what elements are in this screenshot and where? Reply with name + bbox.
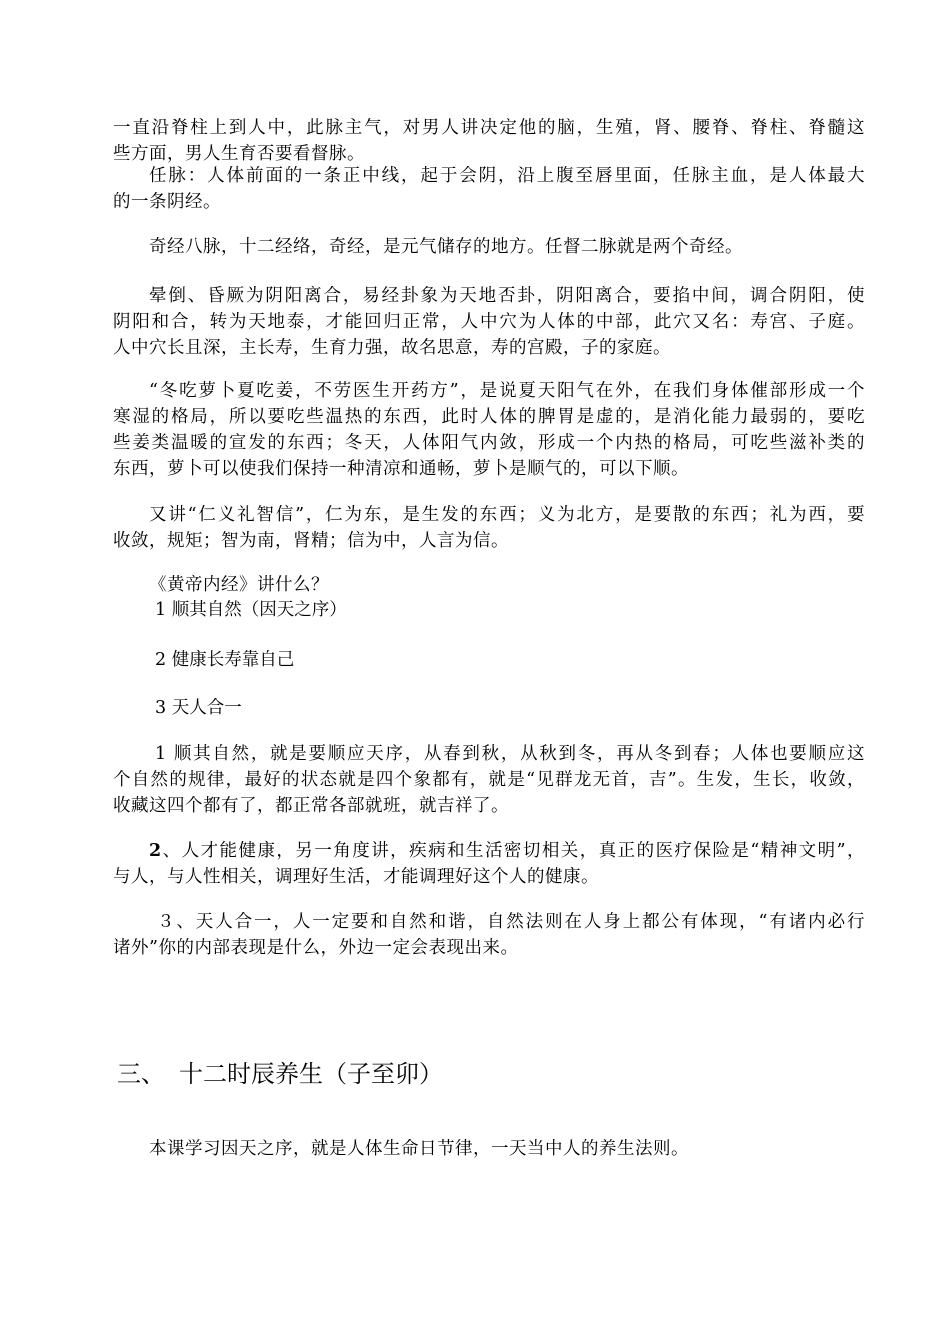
text-line: 收敛，规矩；智为南，肾精；信为中，人言为信。 bbox=[113, 531, 509, 551]
text-line: 个自然的规律，最好的状态就是四个象都有，就是“见群龙无首，吉”。生发，生长，收敛， bbox=[113, 770, 865, 790]
text-line: ３、天人合一，人一定要和自然和谐，自然法则在人身上都公有体现，“有诸内必行 bbox=[157, 912, 865, 932]
paragraph-huangdi-question bbox=[113, 572, 865, 598]
text-line: 些姜类温暖的宣发的东西；冬天，人体阳气内敛，形成一个内热的格局，可吃些滋补类的 bbox=[113, 433, 865, 453]
text-line: 本课学习因天之序，就是人体生命日节律，一天当中人的养生法则。 bbox=[149, 1139, 689, 1159]
text-line: 一直沿脊柱上到人中，此脉主气，对男人讲决定他的脑，生殖，肾、腰脊、脊柱、脊髓这 bbox=[113, 118, 865, 138]
text-line bbox=[113, 838, 865, 864]
text-line: “冬吃萝卜夏吃姜，不劳医生开药方”，是说夏天阳气在外，在我们身体催部形成一个 bbox=[149, 381, 865, 401]
text-line: 东西，萝卜可以使我们保持一种清凉和通畅，萝卜是顺气的，可以下顺。 bbox=[113, 459, 689, 479]
paragraph-five-virtues bbox=[113, 502, 865, 554]
text-line: 1 顺其自然，就是要顺应天序，从春到秋，从秋到冬，再从冬到春；人体也要顺应这 bbox=[155, 744, 865, 764]
text-line: 收藏这四个都有了，都正常各部就班，就吉祥了。 bbox=[113, 796, 509, 816]
paragraph-harmony bbox=[113, 909, 865, 961]
paragraph-follow-nature bbox=[113, 741, 865, 819]
paragraph-health bbox=[113, 838, 865, 890]
text-line: 与人，与人性相关，调理好生活，才能调理好这个人的健康。 bbox=[113, 867, 599, 887]
text-line: 些方面，男人生育否要看督脉。 bbox=[113, 144, 365, 164]
section-title: 十二时辰养生（子至卯） bbox=[179, 1060, 443, 1088]
text-span: 、人才能健康，另一角度讲，疾病和生活密切相关，真正的医疗保险是“精神文明”， bbox=[161, 841, 865, 861]
text-line: 晕倒、昏厥为阴阳离合，易经卦象为天地否卦，阴阳离合，要掐中间，调合阴阳，使 bbox=[149, 286, 865, 306]
list-item: 3 天人合一 bbox=[155, 698, 242, 718]
paragraph-qi-jing bbox=[113, 234, 865, 260]
paragraph-intro bbox=[113, 1136, 865, 1162]
paragraph-radish-ginger bbox=[113, 378, 865, 482]
paragraph-du-mai bbox=[113, 115, 865, 167]
text-line: 诸外”你的内部表现是什么，外边一定会表现出来。 bbox=[113, 938, 519, 958]
list-item: 1 顺其自然（因天之序） bbox=[155, 600, 347, 620]
section-heading bbox=[117, 1057, 443, 1091]
list-item: 2 健康长寿靠自己 bbox=[155, 650, 295, 670]
paragraph-ren-mai bbox=[113, 163, 865, 215]
paragraph-number: 2 bbox=[149, 841, 162, 861]
text-line: 奇经八脉，十二经络，奇经，是元气储存的地方。任督二脉就是两个奇经。 bbox=[149, 237, 743, 257]
text-line: 阴阳和合，转为天地泰，才能回归正常，人中穴为人体的中部，此穴又名：寿宫、子庭。 bbox=[113, 312, 865, 332]
text-line: 又讲“仁义礼智信”，仁为东，是生发的东西；义为北方，是要散的东西；礼为西，要 bbox=[149, 505, 865, 525]
text-line: 寒湿的格局，所以要吃些温热的东西，此时人体的脾胃是虚的，是消化能力最弱的，要吃 bbox=[113, 407, 865, 427]
paragraph-yin-yang bbox=[113, 283, 865, 361]
text-line: 的一条阴经。 bbox=[113, 192, 221, 212]
section-number: 三、 bbox=[117, 1060, 165, 1088]
text-line: 《黄帝内经》讲什么？ bbox=[149, 575, 329, 595]
text-line: 人中穴长且深，主长寿，生育力强，故名思意，寿的宫殿，子的家庭。 bbox=[113, 338, 671, 358]
text-line: 任脉：人体前面的一条正中线，起于会阴，沿上腹至唇里面，任脉主血，是人体最大 bbox=[149, 166, 865, 186]
